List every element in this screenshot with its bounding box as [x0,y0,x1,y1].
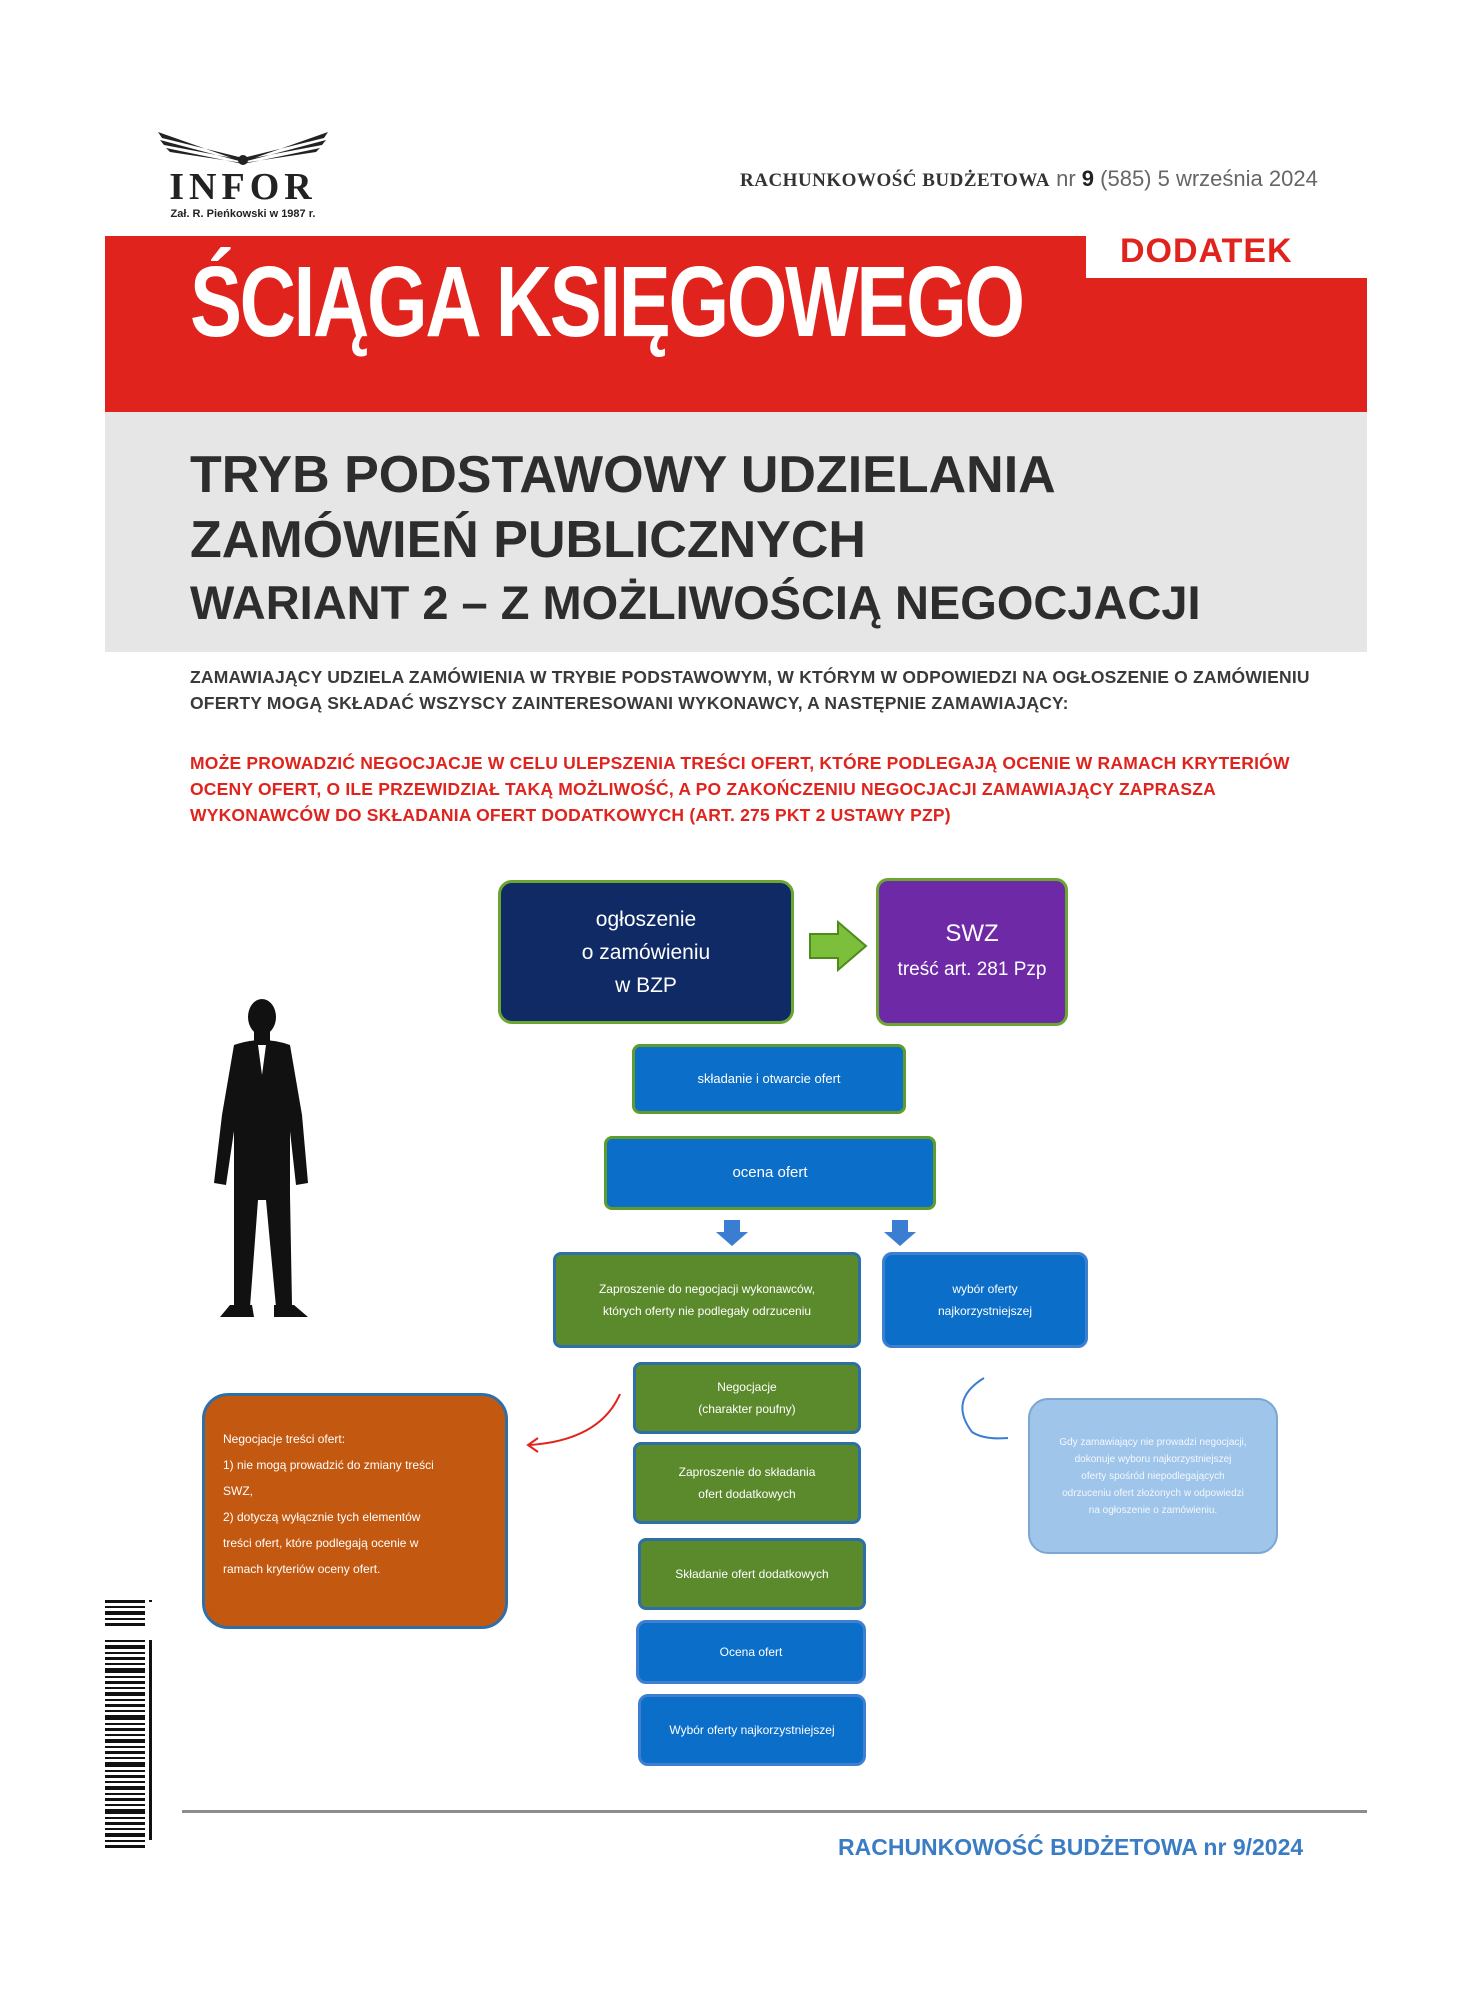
negotiation-rules-note [202,1393,508,1629]
footer-divider [182,1810,1367,1813]
barcode-icon [103,1600,165,1850]
negotiation-invitation-line1: Zaproszenie do negocjacji wykonawców, [598,1282,816,1296]
announcement-line2: o zamówieniu [581,940,711,964]
blue-down-arrow-icon [716,1220,916,1246]
red-curve-arrow-icon [530,1394,620,1445]
negotiation-invitation-line2: których oferty nie podlegały odrzuceniu [602,1304,812,1318]
negotiation-rules-line1: Negocjacje treści ofert: [223,1432,346,1446]
negotiation-rules-line6: ramach kryteriów oceny ofert. [223,1562,381,1576]
best-offer-choice-box [882,1252,1088,1348]
no-negotiation-line5: na ogłoszenie o zamówieniu. [1088,1504,1218,1516]
negotiations-box [633,1362,861,1434]
announcement-line1: ogłoszenie [595,907,697,931]
announcement-line3: w BZP [615,973,677,997]
intro-text: ZAMAWIAJĄCY UDZIELA ZAMÓWIENIA W TRYBIE PODSTAWOWYM, W KTÓRYM W ODPOWIEDZI NA OGŁOSZENIE O ZAMÓWIENIU OFERTY MOGĄ SKŁADAĆ WSZYSCY ZAINTERESOWANI WYKONAWCY, A NASTĘPNIE ZAMAWIAJĄCY: [190,667,1310,713]
banner-title: ŚCIĄGA KSIĘGOWEGO [190,246,1023,358]
footer-publication: RACHUNKOWOŚĆ BUDŻETOWA nr 9/2024 [838,1834,1304,1860]
no-negotiation-line2: dokonuje wyboru najkorzystniejszej [1074,1453,1232,1465]
offer-evaluation-box: Ocena ofert [636,1620,866,1684]
evaluation-box: ocena ofert [604,1136,936,1210]
logo-subtitle: Zał. R. Pieńkowski w 1987 r. [170,208,316,220]
topic-title-line2: ZAMÓWIEŃ PUBLICZNYCH [190,511,866,569]
intro-highlight: MOŻE PROWADZIĆ NEGOCJACJE W CELU ULEPSZENIA TREŚCI OFERT, KTÓRE PODLEGAJĄ OCENIE W RAMACH KRYTERIÓW OCENY OFERT, O ILE PRZEWIDZIAŁ TAKĄ MOŻLIWOŚĆ, A PO ZAKOŃCZENIU NEGOCJACJI ZAMAWIAJĄCY ZAPRASZA WYKONAWCÓW DO SKŁADANIA OFERT DODATKOWYCH (ART. 275 PKT 2 USTAWY PZP) [190,753,1290,825]
negotiation-rules-line4: 2) dotyczą wyłącznie tych elementów [223,1510,421,1524]
negotiations-line1: Negocjacje [717,1380,777,1394]
negotiation-rules-line5: treści ofert, które podlegają ocenie w [223,1536,419,1550]
additional-submission-box: Składanie ofert dodatkowych [638,1538,866,1610]
negotiation-invitation-box [553,1252,861,1348]
additional-invitation-line2: ofert dodatkowych [698,1487,796,1501]
issue-date: 5 września 2024 [1157,166,1318,191]
no-negotiation-note [1028,1398,1278,1554]
negotiation-rules-line3: SWZ, [223,1484,253,1498]
no-negotiation-line3: oferty spośród niepodlegających [1081,1470,1225,1482]
submission-box: składanie i otwarcie ofert [632,1044,906,1114]
logo-word: INFOR [169,166,317,208]
blue-curve-arrow-icon [962,1378,1008,1438]
best-offer-box: Wybór oferty najkorzystniejszej [638,1694,866,1766]
announcement-box [498,880,794,1024]
additional-invitation-box [633,1442,861,1524]
additional-invitation-line1: Zaproszenie do składania [678,1465,816,1479]
supplement-tag: DODATEK [1120,232,1293,270]
swz-box [876,878,1068,1026]
negotiation-rules-line2: 1) nie mogą prowadzić do zmiany treści [223,1458,434,1472]
swz-subtitle: treść art. 281 Pzp [897,959,1047,980]
issue-nr-prefix: nr [1056,166,1076,191]
swz-title: SWZ [945,920,999,947]
negotiations-line2: (charakter poufny) [698,1402,796,1416]
best-offer-choice-line2: najkorzystniejszej [937,1304,1033,1318]
topic-title-line1: TRYB PODSTAWOWY UDZIELANIA [190,446,1056,504]
green-right-arrow-icon [810,922,866,970]
best-offer-choice-line1: wybór oferty [952,1282,1018,1296]
no-negotiation-line1: Gdy zamawiający nie prowadzi negocjacji, [1059,1436,1247,1448]
publication-name: RACHUNKOWOŚĆ BUDŻETOWA [740,170,1050,191]
issue-number: 9 [1081,166,1095,191]
no-negotiation-line4: odrzuceniu ofert złożonych w odpowiedzi [1062,1487,1244,1499]
issue-overall: (585) [1100,166,1152,191]
topic-title-line3: WARIANT 2 – Z MOŻLIWOŚCIĄ NEGOCJACJI [190,576,1201,629]
